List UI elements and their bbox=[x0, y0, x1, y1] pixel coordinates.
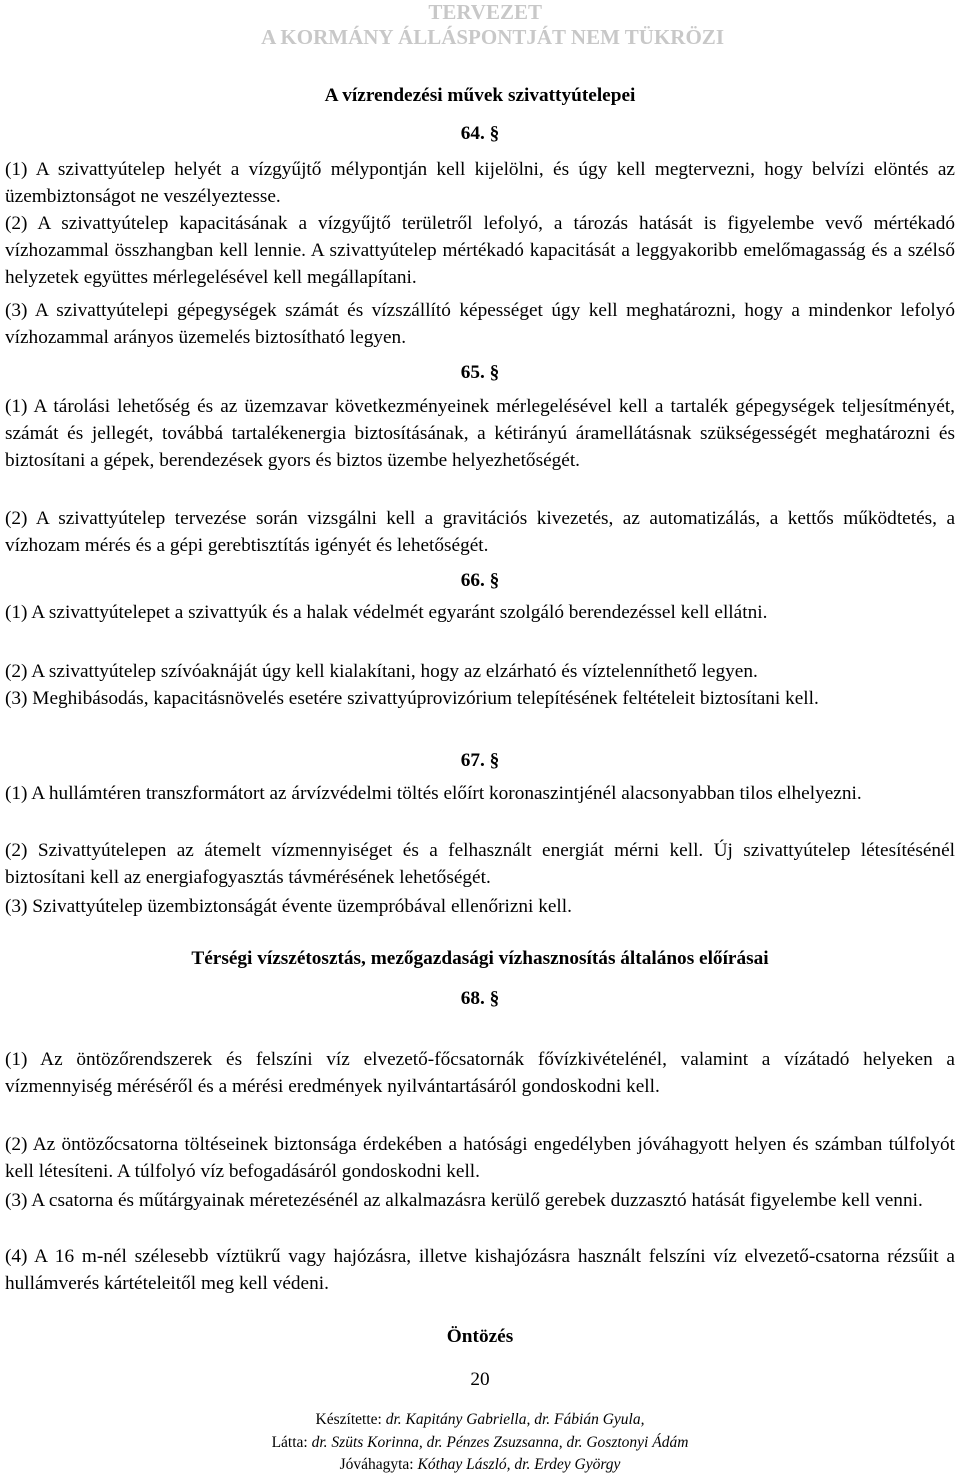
paragraph-text: (2) A szivattyútelep tervezése során vizsgálni kell a gravitációs kivezetés, az automatizálás, a kettős működtetés, a vízhozam mérés és a gépi gerebtisztítás igényét és lehetőségét. bbox=[5, 508, 955, 556]
footer-prepared-names: dr. Kapitány Gabriella, dr. Fábián Gyula, bbox=[385, 1411, 645, 1428]
paragraph-text: (2) A szivattyútelep kapacitásának a vízgyűjtő területről lefolyó, a tározás hatását is figyelembe vevő mértékadó vízhozammal összhangban kell lennie. A szivattyútelep mértékadó kapacitását a leggyakoribb emelőmagasság és a szélső helyzetek együttes mérlegelésével kell megállapítani. bbox=[5, 213, 955, 288]
paragraph-text: (2) A szivattyútelep szívóaknáját úgy kell kialakítani, hogy az elzárható és víztelenníthető legyen. bbox=[5, 661, 758, 682]
section-title: Öntözés bbox=[446, 1326, 514, 1347]
footer-approved-names: Kóthay László, dr. Erdey György bbox=[417, 1456, 621, 1473]
section-title: Térségi vízszétosztás, mezőgazdasági vízhasznosítás általános előírásai bbox=[191, 948, 769, 969]
page-number: 20 bbox=[470, 1369, 490, 1390]
paragraph-text: (1) Az öntözőrendszerek és felszíni víz elvezető-főcsatornák fővízkivételénél, valamint a vízátadó helyeken a vízmennyiség méréséről és a mérési eredmények nyilvántartásáról gondoskodni kell. bbox=[5, 1049, 955, 1097]
paragraph-text: (3) A szivattyútelepi gépegységek számát és vízszállító képességet úgy kell meghatározni, hogy a mindenkor lefolyó vízhozammal arányos üzemelés biztosítható legyen. bbox=[5, 300, 955, 348]
footer-seen-names: dr. Szüts Korinna, dr. Pénzes Zsuzsanna, dr. Gosztonyi Ádám bbox=[311, 1434, 689, 1451]
paragraph-text: (1) A hullámtéren transzformátort az árvízvédelmi töltés előírt koronaszintjénél alacsonyabban tilos elhelyezni. bbox=[5, 783, 862, 804]
paragraph-number: 64. § bbox=[460, 123, 500, 144]
footer-seen-label: Látta: bbox=[271, 1434, 308, 1451]
paragraph-text: (3) A csatorna és műtárgyainak méretezésénél az alkalmazásra kerülő gerebek duzzasztó hatását figyelembe kell venni. bbox=[5, 1190, 923, 1211]
paragraph-text: (2) Szivattyútelepen az átemelt vízmennyiséget és a felhasznált energiát mérni kell. Új szivattyútelep létesítésénél biztosítani kell az energiafogyasztás távmérésének lehetőségét. bbox=[5, 840, 955, 888]
section-title: A vízrendezési művek szivattyútelepei bbox=[324, 85, 636, 106]
footer-approved-label: Jóváhagyta: bbox=[339, 1456, 414, 1473]
watermark-line-2: A KORMÁNY ÁLLÁSPONTJÁT NEM TÜKRÖZI bbox=[261, 25, 724, 49]
paragraph-text: (1) A tárolási lehetőség és az üzemzavar következményeinek mérlegelésével kell a tartalék gépegységek teljesítményét, számát és jellegét, továbbá tartalékenergia biztosításának, a kétirányú áramellátásnak szükségességét meghatározni és biztosítani a gépek, berendezések gyors és biztos üzembe helyezhetőségét. bbox=[5, 396, 955, 471]
footer-seen bbox=[5, 1431, 955, 1454]
paragraph-text: (1) A szivattyútelepet a szivattyúk és a halak védelmét egyaránt szolgáló berendezéssel kell ellátni. bbox=[5, 602, 768, 623]
paragraph-number: 68. § bbox=[460, 988, 500, 1009]
paragraph-text: (1) A szivattyútelep helyét a vízgyűjtő mélypontján kell kijelölni, és úgy kell megtervezni, hogy belvízi elöntés az üzembiztonságot ne veszélyeztesse. bbox=[5, 159, 955, 207]
watermark-line-1: TERVEZET bbox=[428, 0, 542, 24]
paragraph-text: (3) Szivattyútelep üzembiztonságát évente üzempróbával ellenőrizni kell. bbox=[5, 896, 572, 917]
paragraph-number: 65. § bbox=[460, 362, 500, 383]
footer-approved bbox=[5, 1453, 955, 1476]
paragraph-number: 66. § bbox=[460, 570, 500, 591]
paragraph-text: (2) Az öntözőcsatorna töltéseinek biztonsága érdekében a hatósági engedélyben jóváhagyott helyen és számban túlfolyót kell létesíteni. A túlfolyó víz befogadásáról gondoskodni kell. bbox=[5, 1134, 955, 1182]
footer-prepared-label: Készítette: bbox=[315, 1411, 382, 1428]
paragraph-text: (3) Meghibásodás, kapacitásnövelés esetére szivattyúprovizórium telepítésének feltételeit biztosítani kell. bbox=[5, 688, 819, 709]
footer-prepared bbox=[5, 1408, 955, 1431]
paragraph-number: 67. § bbox=[460, 750, 500, 771]
paragraph-text: (4) A 16 m-nél szélesebb víztükrű vagy hajózásra, illetve kishajózásra használt felszíni víz elvezető-csatorna rézsűit a hullámverés kártételeitől meg kell védeni. bbox=[5, 1246, 955, 1294]
